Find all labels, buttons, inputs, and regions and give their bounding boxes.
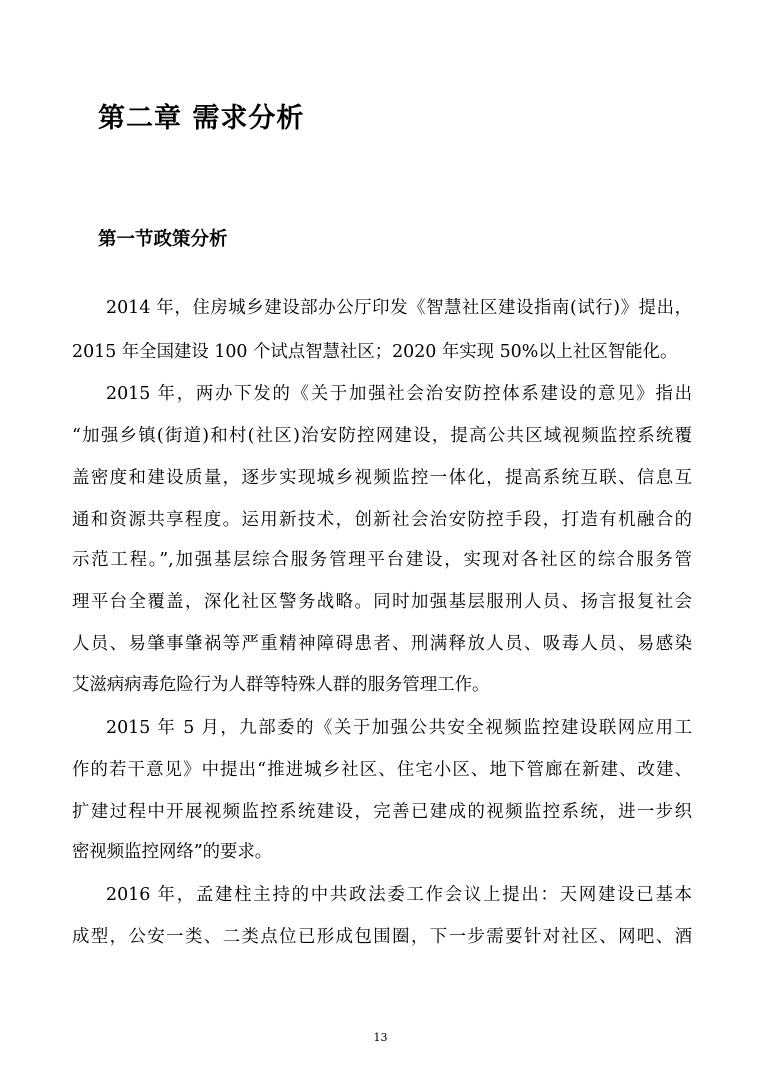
paragraph-2-line-6: 理平台全覆盖，深化社区警务战略。同时加强基层服刑人员、扬言报复社会 [72, 592, 692, 612]
chapter-title: 第二章 需求分析 [98, 103, 305, 134]
paragraph-2-line-5: 示范工程。”,加强基层综合服务管理平台建设，实现对各社区的综合服务管 [72, 550, 692, 570]
paragraph-4-line-2: 成型，公安一类、二类点位已形成包围圈，下一步需要针对社区、网吧、酒 [72, 927, 692, 947]
paragraph-3-line-4: 密视频监控网络”的要求。 [72, 842, 273, 862]
paragraph-2-line-2: “加强乡镇(街道)和村(社区)治安防控网建设，提高公共区域视频监控系统覆 [72, 426, 692, 446]
paragraph-3-line-1: 2015 年 5 月，九部委的《关于加强公共安全视频监控建设联网应用工 [106, 718, 692, 738]
paragraph-3-line-3: 扩建过程中开展视频监控系统建设，完善已建成的视频监控系统，进一步织 [72, 802, 692, 822]
page-number: 13 [373, 1031, 388, 1044]
paragraph-1-line-2: 2015 年全国建设 100 个试点智慧社区；2020 年实现 50%以上社区智能化。 [72, 342, 678, 362]
paragraph-4-line-1: 2016 年，孟建柱主持的中共政法委工作会议上提出：天网建设已基本 [106, 885, 692, 905]
paragraph-2-line-8: 艾滋病病毒危险行为人群等特殊人群的服务管理工作。 [72, 675, 490, 695]
paragraph-2-line-3: 盖密度和建设质量，逐步实现城乡视频监控一体化，提高系统互联、信息互 [72, 468, 692, 488]
paragraph-2-line-1: 2015 年，两办下发的《关于加强社会治安防控体系建设的意见》指出 [106, 384, 692, 404]
paragraph-2-line-4: 通和资源共享程度。运用新技术，创新社会治安防控手段，打造有机融合的 [72, 510, 692, 530]
paragraph-1-line-1: 2014 年，住房城乡建设部办公厅印发《智慧社区建设指南(试行)》提出， [106, 298, 692, 318]
paragraph-2-line-7: 人员、易肇事肇祸等严重精神障碍患者、刑满释放人员、吸毒人员、易感染 [72, 634, 692, 654]
section-title: 第一节政策分析 [98, 229, 228, 250]
paragraph-3-line-2: 作的若干意见》中提出“推进城乡社区、住宅小区、地下管廊在新建、改建、 [72, 760, 692, 780]
